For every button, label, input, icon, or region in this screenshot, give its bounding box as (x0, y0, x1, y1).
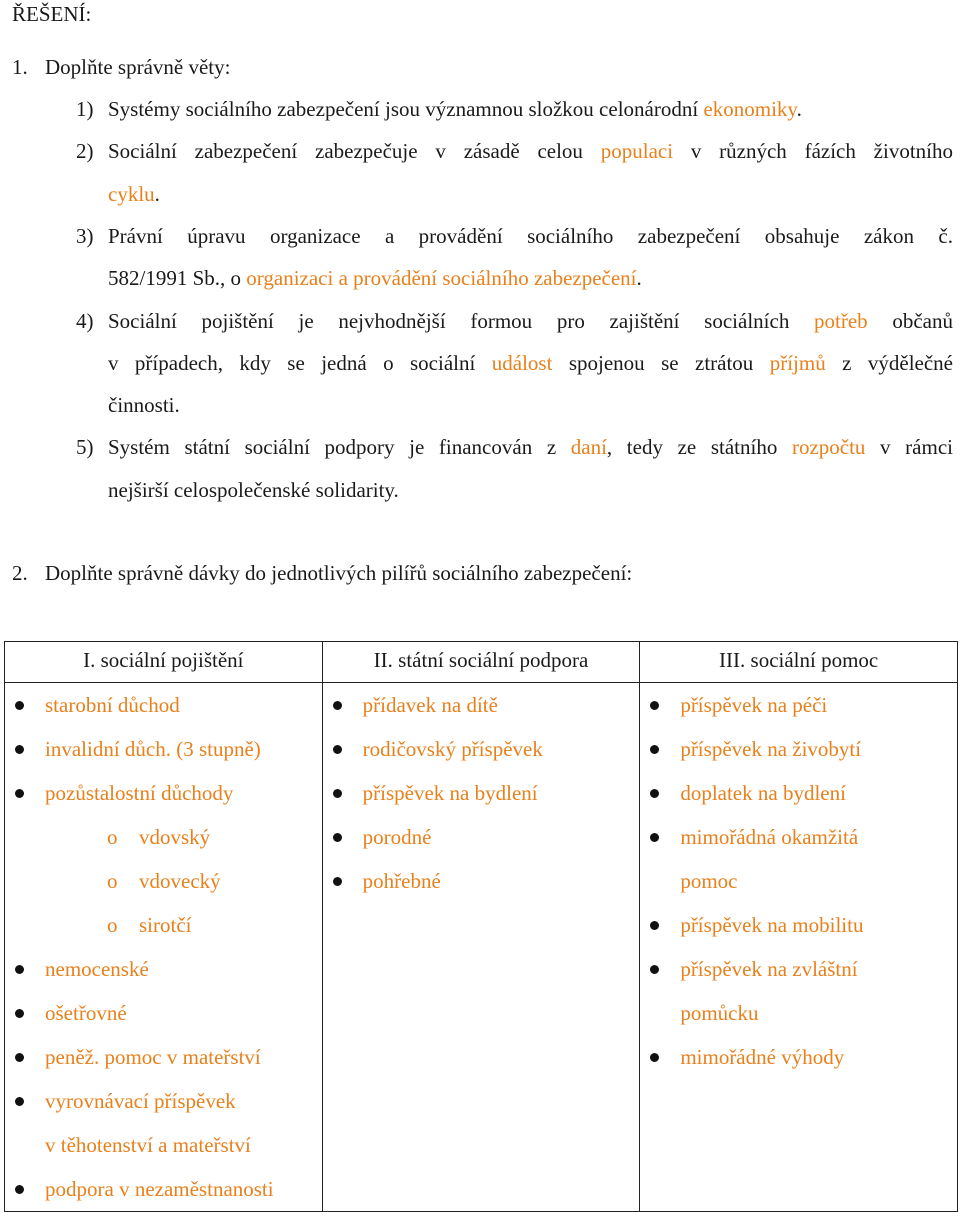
benefit-name: příspěvek na živobytí (680, 737, 862, 761)
answer-text: cyklu (108, 181, 155, 206)
sentence-text: v případech, kdy se jedná o sociální (108, 350, 492, 375)
benefit-list-item (323, 815, 640, 859)
answer-text: rozpočtu (791, 435, 866, 460)
benefit-name: příspěvek na bydlení (362, 781, 538, 805)
sentence-line (108, 182, 160, 207)
benefit-name: přídavek na dítě (362, 693, 498, 717)
benefit-name: podpora v nezaměstnanosti (45, 1177, 274, 1201)
header-social-assistance: III. sociální pomoc (640, 642, 958, 683)
benefit-name: doplatek na bydlení (680, 781, 846, 805)
benefit-list-item (5, 991, 322, 1035)
sentence-line (108, 478, 399, 503)
answer-text: potřeb (814, 308, 868, 333)
benefit-list-item (640, 991, 957, 1035)
sentence-text: spojenou se ztrátou (552, 350, 770, 375)
sentence-text: , tedy ze státního (606, 435, 792, 460)
sentence-line (108, 309, 953, 334)
answer-text: organizaci a provádění sociálního zabezpečení (246, 266, 637, 291)
sentence-text: Systémy sociálního zabezpečení jsou významnou složkou celonárodní (108, 97, 704, 121)
benefit-list-item (323, 683, 640, 727)
header-state-support: II. státní sociální podpora (322, 642, 640, 683)
benefit-list-item (640, 903, 957, 947)
benefit-name: ošetřovné (45, 1001, 127, 1025)
sentence-line (108, 97, 802, 122)
sentence-number: 2) (76, 139, 94, 164)
task1-number: 1. (12, 55, 28, 79)
sentence-line (108, 435, 953, 460)
benefit-list-item (323, 859, 640, 903)
benefit-list-item (5, 1079, 322, 1123)
sentence-text: . (636, 266, 642, 291)
column-social-assistance (640, 683, 958, 1212)
benefit-name: příspěvek na mobilitu (680, 913, 864, 937)
benefit-name: rodičovský příspěvek (362, 737, 543, 761)
sentence-text: činnosti. (108, 393, 180, 418)
benefit-list-item (5, 771, 322, 815)
sentence-line (108, 393, 180, 418)
benefit-name: pomůcku (680, 1001, 759, 1025)
sentence-text: Sociální zabezpečení zabezpečuje v zásadě celou (108, 139, 601, 164)
benefit-name: nemocenské (45, 957, 149, 981)
sentence-number: 4) (76, 308, 94, 333)
benefit-list-item (640, 947, 957, 991)
answer-text: populaci (600, 139, 674, 164)
sentence-line (108, 224, 953, 249)
benefit-list-item (640, 815, 957, 859)
sentence-text: Sociální pojištění je nejvhodnější formou pro zajištění sociálních (108, 308, 814, 333)
benefit-list-item (323, 771, 640, 815)
benefit-name: příspěvek na péči (680, 693, 828, 717)
sub-list-item (5, 815, 322, 859)
task1-title: Doplňte správně věty: (45, 55, 231, 79)
answer-text: příjmů (769, 350, 826, 375)
benefit-name: příspěvek na zvláštní (680, 957, 858, 981)
sentence-text: Právní úpravu organizace a provádění sociálního zabezpečení obsahuje zákon č. (108, 223, 953, 248)
task2-title: Doplňte správně dávky do jednotlivých pilířů sociálního zabezpečení: (45, 561, 633, 585)
benefit-list-item (323, 727, 640, 771)
benefit-list-item (5, 727, 322, 771)
sentence-number: 1) (76, 97, 94, 121)
sentence-number: 3) (76, 223, 94, 248)
benefit-list-item (640, 771, 957, 815)
benefit-name: v těhotenství a mateřství (45, 1133, 251, 1157)
sub-list-item (5, 859, 322, 903)
task2-number: 2. (12, 561, 28, 585)
sentence-text: nejširší celospolečenské solidarity. (108, 477, 399, 502)
pillars-table (4, 641, 958, 1212)
sentence-text: , o (220, 266, 247, 291)
answer-text: daní (570, 435, 607, 460)
sentence-line (108, 351, 953, 376)
benefit-list-item (640, 727, 957, 771)
benefit-list-item (640, 1035, 957, 1079)
sentence-text: v rámci (865, 435, 953, 460)
benefit-name: pozůstalostní důchody (45, 781, 234, 805)
sentence-line (108, 266, 642, 291)
benefit-name: porodné (362, 825, 432, 849)
benefit-name: pomoc (680, 869, 738, 893)
column-social-insurance (5, 683, 323, 1212)
benefit-list-item (5, 1123, 322, 1167)
benefit-name: sirotčí (139, 913, 192, 937)
benefit-name: vdovecký (139, 869, 221, 893)
sentence-text: 582/1991 Sb. (108, 266, 221, 291)
sentence-text: . (154, 181, 160, 206)
benefit-list-item (5, 683, 322, 727)
benefit-name: starobní důchod (45, 693, 180, 717)
sentence-text: z výdělečné (825, 350, 953, 375)
benefit-list-item (5, 1167, 322, 1211)
benefit-name: invalidní důch. (45, 737, 171, 761)
sentence-text: . (796, 97, 802, 121)
benefit-name: mimořádná okamžitá (680, 825, 859, 849)
sentence-number: 5) (76, 435, 94, 460)
benefit-name: vyrovnávací příspěvek (45, 1089, 236, 1113)
answer-text: ekonomiky (703, 97, 797, 121)
sentence-line (108, 139, 953, 164)
benefit-list-item (5, 947, 322, 991)
heading: ŘEŠENÍ: (12, 2, 92, 26)
benefit-name: mimořádné výhody (680, 1045, 845, 1069)
sub-list-item (5, 903, 322, 947)
column-state-support (322, 683, 640, 1212)
benefit-name: vdovský (139, 825, 211, 849)
benefit-list-item (640, 683, 957, 727)
benefit-note: (3 stupně) (170, 737, 261, 761)
benefit-name: peněž. pomoc v mateřství (45, 1045, 261, 1069)
sentence-text: v různých fázích životního (673, 139, 954, 164)
sentence-text: občanů (867, 308, 953, 333)
benefit-list-item (640, 859, 957, 903)
benefit-list-item (5, 1035, 322, 1079)
answer-text: událost (491, 350, 553, 375)
benefit-name: pohřebné (362, 869, 441, 893)
sentence-text: Systém státní sociální podpory je financován z (108, 435, 571, 460)
header-social-insurance: I. sociální pojištění (5, 642, 323, 683)
